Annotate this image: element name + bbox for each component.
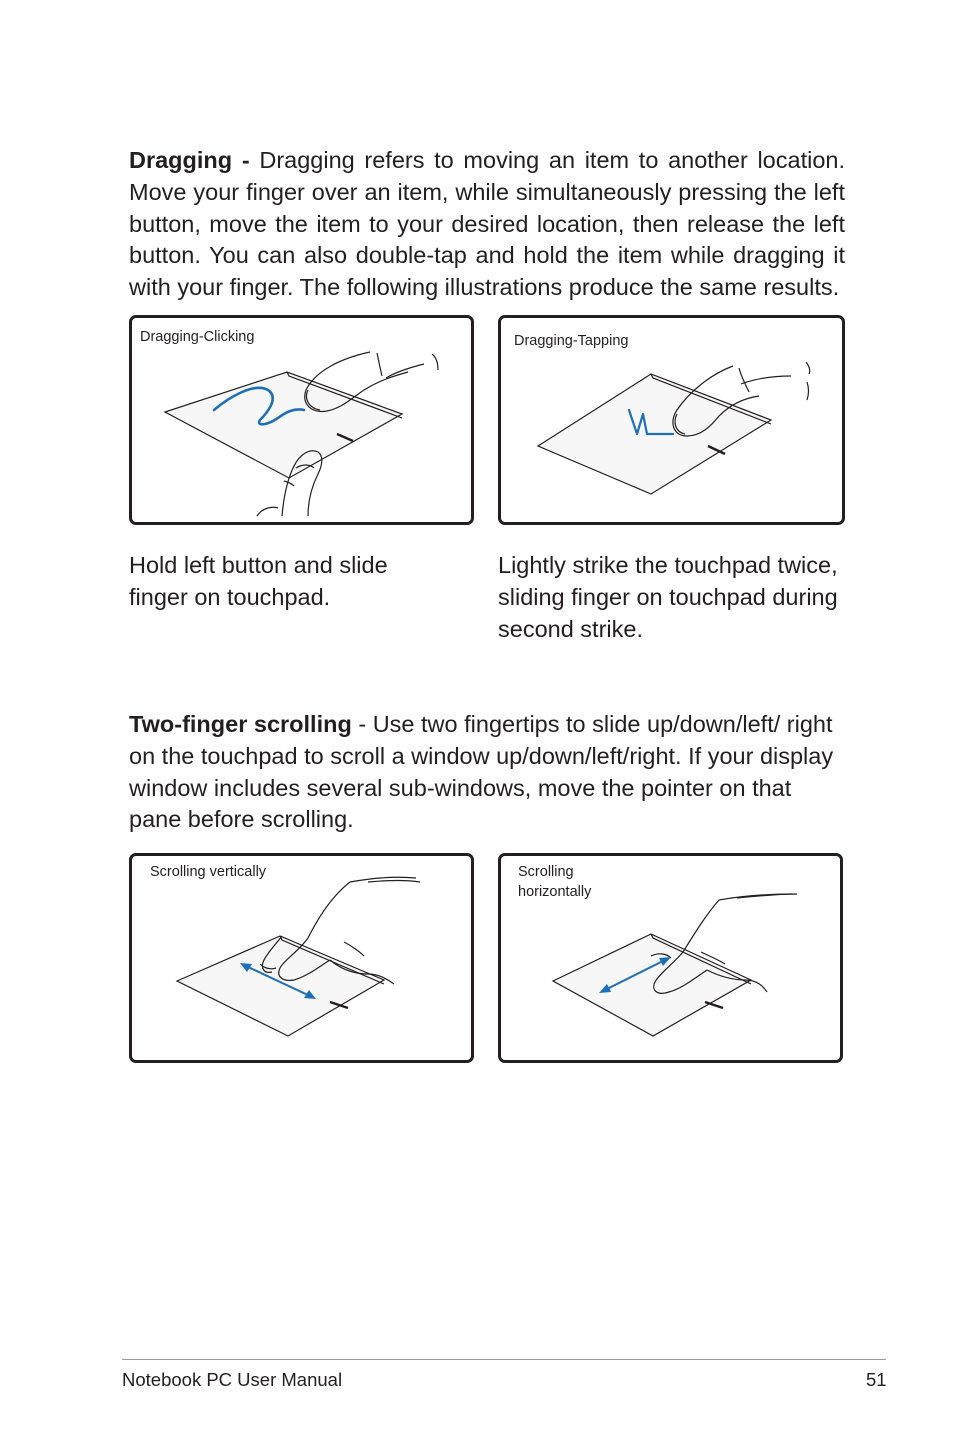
dragging-description: Dragging refers to moving an item to another location. Move your finger over an item, while simultaneously pressing the left button, move the item to your desired location, then release the left button. You can also double-tap and hold the item while dragging it with your finger. The following illustrations produce the same results. bbox=[129, 147, 845, 301]
illustration-scrolling-vertically bbox=[129, 853, 474, 1063]
footer-title: Notebook PC User Manual bbox=[122, 1369, 343, 1390]
panel-label: Dragging-Tapping bbox=[514, 333, 629, 349]
panel-label: Scrolling horizontally bbox=[518, 864, 592, 900]
illustration-scrolling-horizontally bbox=[498, 853, 843, 1063]
touchpad-drag-tap-illustration bbox=[501, 318, 842, 522]
illustration-dragging-tapping bbox=[498, 315, 845, 525]
footer-rule bbox=[122, 1359, 886, 1360]
touchpad-scroll-vertical-illustration bbox=[132, 856, 471, 1060]
panel-label: Scrolling vertically bbox=[150, 864, 267, 880]
panel-label: Dragging-Clicking bbox=[140, 329, 255, 345]
scrolling-term: Two-finger scrolling bbox=[129, 711, 352, 737]
touchpad-drag-click-illustration bbox=[132, 318, 471, 522]
scrolling-paragraph bbox=[129, 709, 845, 836]
caption-dragging-clicking: Hold left button and slide finger on touchpad. bbox=[129, 552, 388, 610]
dragging-paragraph bbox=[129, 145, 845, 304]
illustration-dragging-clicking bbox=[129, 315, 474, 525]
touchpad-scroll-horizontal-illustration bbox=[501, 856, 840, 1060]
page-number: 51 bbox=[866, 1369, 887, 1390]
caption-dragging-tapping: Lightly strike the touchpad twice, sliding finger on touchpad during second strike. bbox=[498, 552, 838, 642]
scrolling-description: - Use two fingertips to slide up/down/left/ right on the touchpad to scroll a window up/down/left/right. If your display window includes several sub-windows, move the pointer on that pane before scrolling. bbox=[129, 711, 834, 833]
dragging-term: Dragging - bbox=[129, 147, 250, 173]
